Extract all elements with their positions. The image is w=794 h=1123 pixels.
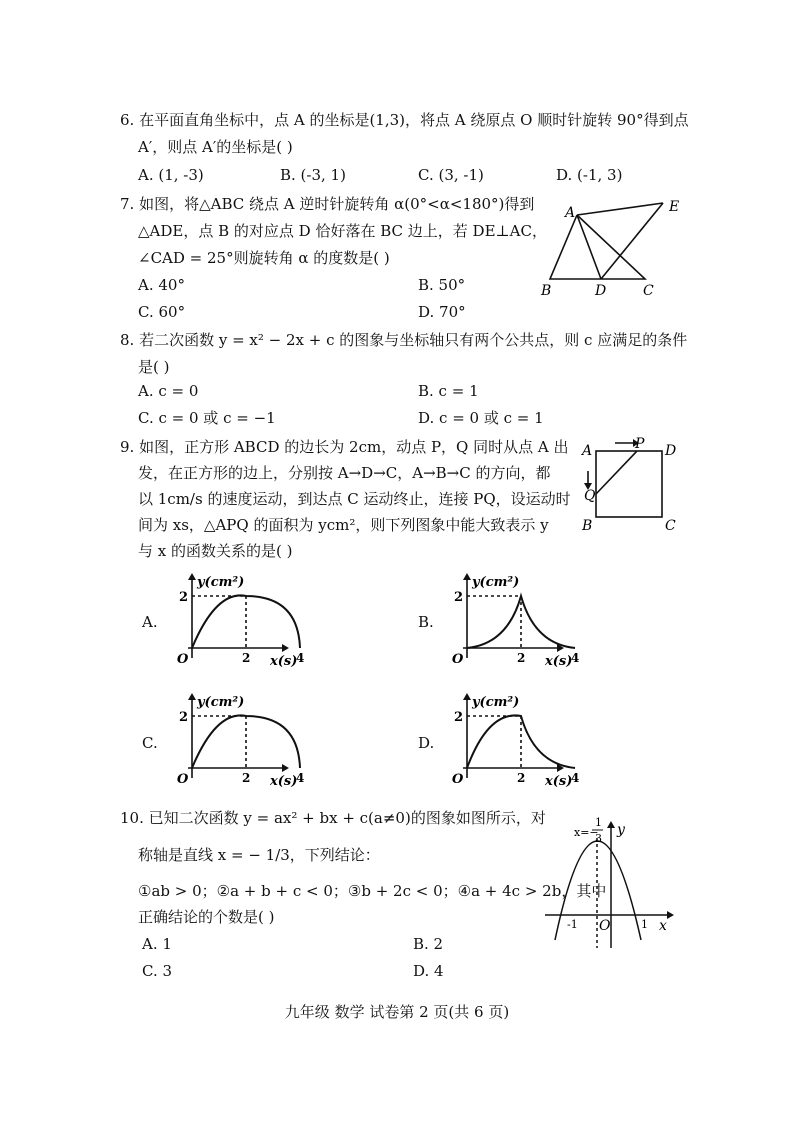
graph-x-label: x(s) <box>545 654 573 669</box>
q10-line-4: 正确结论的个数是( ) <box>138 908 275 926</box>
graph-y-label: y(cm²) <box>197 695 245 710</box>
q7-option-a: A. 40° <box>138 276 185 294</box>
q7-line-2: △ADE，点 B 的对应点 D 恰好落在 BC 边上，若 DE⊥AC， <box>138 222 547 240</box>
q9-label-q: Q <box>584 488 596 504</box>
q6-line-1: 6. 在平面直角坐标中，点 A 的坐标是(1,3)，将点 A 绕原点 O 顺时针旋转 90°得到点 <box>120 111 689 129</box>
page-footer: 九年级 数学 试卷第 2 页(共 6 页) <box>284 1003 510 1021</box>
graph-x-tick-4: 4 <box>296 771 305 785</box>
q7-option-d: D. 70° <box>418 303 466 321</box>
q9-square-figure <box>575 433 690 538</box>
q8-option-a: A. c = 0 <box>138 382 199 400</box>
q10-axis-den: 3 <box>595 832 602 845</box>
q7-line-1: 7. 如图，将△ABC 绕点 A 逆时针旋转角 α(0°<α<180°)得到 <box>120 195 535 213</box>
q10-option-b: B. 2 <box>413 935 444 953</box>
q8-option-d: D. c = 0 或 c = 1 <box>418 409 544 427</box>
graph-x-label: x(s) <box>270 774 298 789</box>
q9-line-4: 间为 xs，△APQ 的面积为 ycm²，则下列图象中能大致表示 y <box>138 516 549 534</box>
graph-x-tick-4: 4 <box>296 651 305 665</box>
graph-origin-label: O <box>452 772 464 787</box>
q8-line-2: 是( ) <box>138 358 170 376</box>
q8-option-c: C. c = 0 或 c = −1 <box>138 409 276 427</box>
q9-line-2: 发，在正方形的边上，分别按 A→D→C，A→B→C 的方向，都 <box>138 464 551 482</box>
q9-line-5: 与 x 的函数关系的是( ) <box>138 542 293 560</box>
graph-x-tick-2: 2 <box>517 651 526 665</box>
graph-origin-label: O <box>177 652 189 667</box>
q10-label-o: O <box>599 918 611 934</box>
graph-y-label: y(cm²) <box>472 695 520 710</box>
q7-line-3: ∠CAD = 25°则旋转角 α 的度数是( ) <box>138 249 390 267</box>
q9-graph-option-c: C. <box>142 734 158 752</box>
q9-graph-b <box>445 570 580 670</box>
q6-option-d: D. (-1, 3) <box>556 166 623 184</box>
q10-axis-num: 1 <box>595 816 602 829</box>
q9-graph-a <box>170 570 305 670</box>
q7-label-c: C <box>643 283 654 299</box>
q7-option-c: C. 60° <box>138 303 186 321</box>
q7-label-a: A <box>565 205 576 221</box>
graph-x-tick-4: 4 <box>571 771 580 785</box>
q7-triangle-figure <box>535 195 695 300</box>
q7-label-d: D <box>595 283 607 299</box>
q9-label-p: P <box>635 436 645 452</box>
q8-option-b: B. c = 1 <box>418 382 479 400</box>
graph-x-tick-4: 4 <box>571 651 580 665</box>
graph-x-tick-2: 2 <box>242 771 251 785</box>
graph-origin-label: O <box>177 772 189 787</box>
q9-line-3: 以 1cm/s 的速度运动，到达点 C 运动终止，连接 PQ，设运动时 <box>138 490 571 508</box>
graph-x-tick-2: 2 <box>517 771 526 785</box>
q8-line-1: 8. 若二次函数 y = x² − 2x + c 的图象与坐标轴只有两个公共点，则 c 应满足的条件 <box>120 331 688 349</box>
graph-origin-label: O <box>452 652 464 667</box>
q10-line-1: 10. 已知二次函数 y = ax² + bx + c(a≠0)的图象如图所示，对 <box>120 809 546 827</box>
q10-line-2: 称轴是直线 x = − 1/3，下列结论： <box>138 846 380 864</box>
q7-label-e: E <box>669 199 680 215</box>
q6-option-a: A. (1, -3) <box>138 166 204 184</box>
q10-label-y: y <box>617 822 625 838</box>
q7-label-b: B <box>541 283 552 299</box>
graph-x-label: x(s) <box>270 654 298 669</box>
q9-graph-option-a: A. <box>142 613 158 631</box>
q6-option-b: B. (-3, 1) <box>280 166 346 184</box>
q9-label-d: D <box>665 443 677 459</box>
q10-parabola-figure <box>545 812 675 952</box>
q10-option-a: A. 1 <box>142 935 172 953</box>
graph-y-tick-2: 2 <box>454 710 464 725</box>
graph-x-label: x(s) <box>545 774 573 789</box>
q10-option-c: C. 3 <box>142 962 173 980</box>
q10-line-3: ①ab > 0；②a + b + c < 0；③b + 2c < 0；④a + 4c > 2b，其中 <box>138 882 607 900</box>
graph-y-tick-2: 2 <box>454 590 464 605</box>
q10-label-x: x <box>659 918 667 934</box>
q10-axis-label: x=− <box>574 826 599 839</box>
graph-y-tick-2: 2 <box>179 710 189 725</box>
q10-label-m1: -1 <box>567 918 578 931</box>
q10-option-d: D. 4 <box>413 962 444 980</box>
graph-y-label: y(cm²) <box>197 575 245 590</box>
q9-graph-d <box>445 690 580 790</box>
q6-line-2: A′，则点 A′的坐标是( ) <box>138 138 293 156</box>
graph-y-label: y(cm²) <box>472 575 520 590</box>
q9-line-1: 9. 如图，正方形 ABCD 的边长为 2cm，动点 P，Q 同时从点 A 出 <box>120 438 569 456</box>
q6-option-c: C. (3, -1) <box>418 166 484 184</box>
q9-label-b: B <box>582 518 593 534</box>
q10-label-p1: 1 <box>641 918 648 931</box>
q9-graph-c <box>170 690 305 790</box>
q9-graph-option-d: D. <box>418 734 435 752</box>
graph-y-tick-2: 2 <box>179 590 189 605</box>
graph-x-tick-2: 2 <box>242 651 251 665</box>
q7-option-b: B. 50° <box>418 276 466 294</box>
q9-label-a: A <box>582 443 593 459</box>
q9-label-c: C <box>665 518 676 534</box>
q9-graph-option-b: B. <box>418 613 434 631</box>
